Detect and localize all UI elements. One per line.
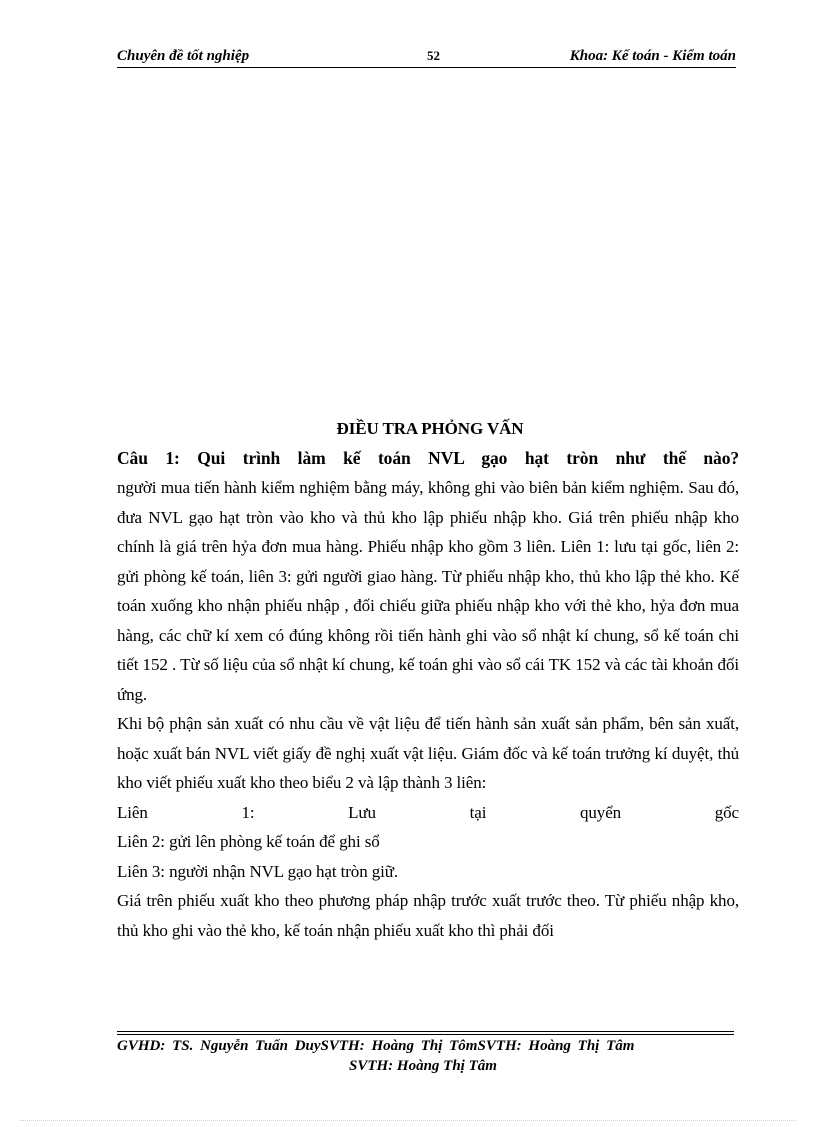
copy-1-word: gốc xyxy=(714,802,739,822)
paragraph-import-process: người mua tiến hành kiểm nghiệm bằng máy, không ghi vào biên bản kiểm nghiệm. Sau đó, đưa NVL gạo hạt tròn vào kho và thủ kho lập phiếu nhập kho. Giá trên phiếu nhập kho chính là giá trên hỷa đơn mua hàng. Phiếu nhập kho gồm 3 liên. Liên 1: lưu tại gốc, liên 2: gửi phòng kế toán, liên 3: gửi người giao hàng. Từ phiếu nhập kho, thủ kho lập thẻ kho. Kế toán xuống kho nhận phiếu nhập , đối chiếu giữa phiếu nhập kho với thẻ kho, hỷa đơn mua hàng, các chữ kí xem có đúng không rồi tiến hành ghi vào sổ nhật kí chung, sổ kế toán chi tiết 152 . Từ số liệu của sổ nhật kí chung, kế toán ghi vào sổ cái TK 152 và các tài khoản đối ứng. xyxy=(117,478,739,704)
page-footer xyxy=(117,1036,737,1076)
copy-1-word: 1: xyxy=(241,802,255,822)
footer-rule-bottom xyxy=(117,1034,734,1035)
page-number: 52 xyxy=(427,48,440,63)
copy-1-line xyxy=(117,798,739,828)
page-bottom-dotted-edge xyxy=(20,1120,796,1121)
document-body xyxy=(117,414,739,945)
page-header xyxy=(117,48,736,66)
copy-1-word: Liên xyxy=(117,802,148,822)
copy-1-word: Lưu xyxy=(348,802,376,822)
footer-rule-top xyxy=(117,1031,734,1032)
copy-1-word: quyển xyxy=(580,802,622,822)
copy-2-line: Liên 2: gửi lên phòng kế toán để ghi sổ xyxy=(117,832,380,851)
footer-student-line: SVTH: Hoàng Thị Tâm xyxy=(349,1058,497,1074)
header-rule xyxy=(117,67,736,68)
question-line: Câu 1: Qui trình làm kế toán NVL gạo hạt tròn như thế nào? xyxy=(117,447,739,468)
copy-1-word: tại xyxy=(469,802,487,822)
copy-3-line: Liên 3: người nhận NVL gạo hạt tròn giữ. xyxy=(117,861,399,881)
paragraph-pricing: Giá trên phiếu xuất kho theo phương pháp nhập trước xuất trước theo. Từ phiếu nhập kho, thủ kho ghi vào thẻ kho, kế toán nhận phiếu xuất kho thì phải đối xyxy=(117,891,739,940)
paragraph-export-request: Khi bộ phận sản xuất có nhu cầu về vật liệu để tiến hành sản xuất sản phẩm, bên sản xuất, hoặc xuất bán NVL viết giấy đề nghị xuất vật liệu. Giám đốc và kế toán trưởng kí duyệt, thủ kho viết phiếu xuất kho theo biểu 2 và lập thành 3 liên: xyxy=(117,714,739,792)
header-faculty-label: Khoa: Kế toán - Kiểm toán xyxy=(569,48,736,64)
header-thesis-label: Chuyên đề tốt nghiệp xyxy=(117,48,250,64)
section-heading: ĐIỀU TRA PHỎNG VẤN xyxy=(336,419,524,438)
footer-advisor-line: GVHD: TS. Nguyễn Tuấn DuySVTH: Hoàng Thị TômSVTH: Hoàng Thị Tâm xyxy=(117,1038,635,1054)
